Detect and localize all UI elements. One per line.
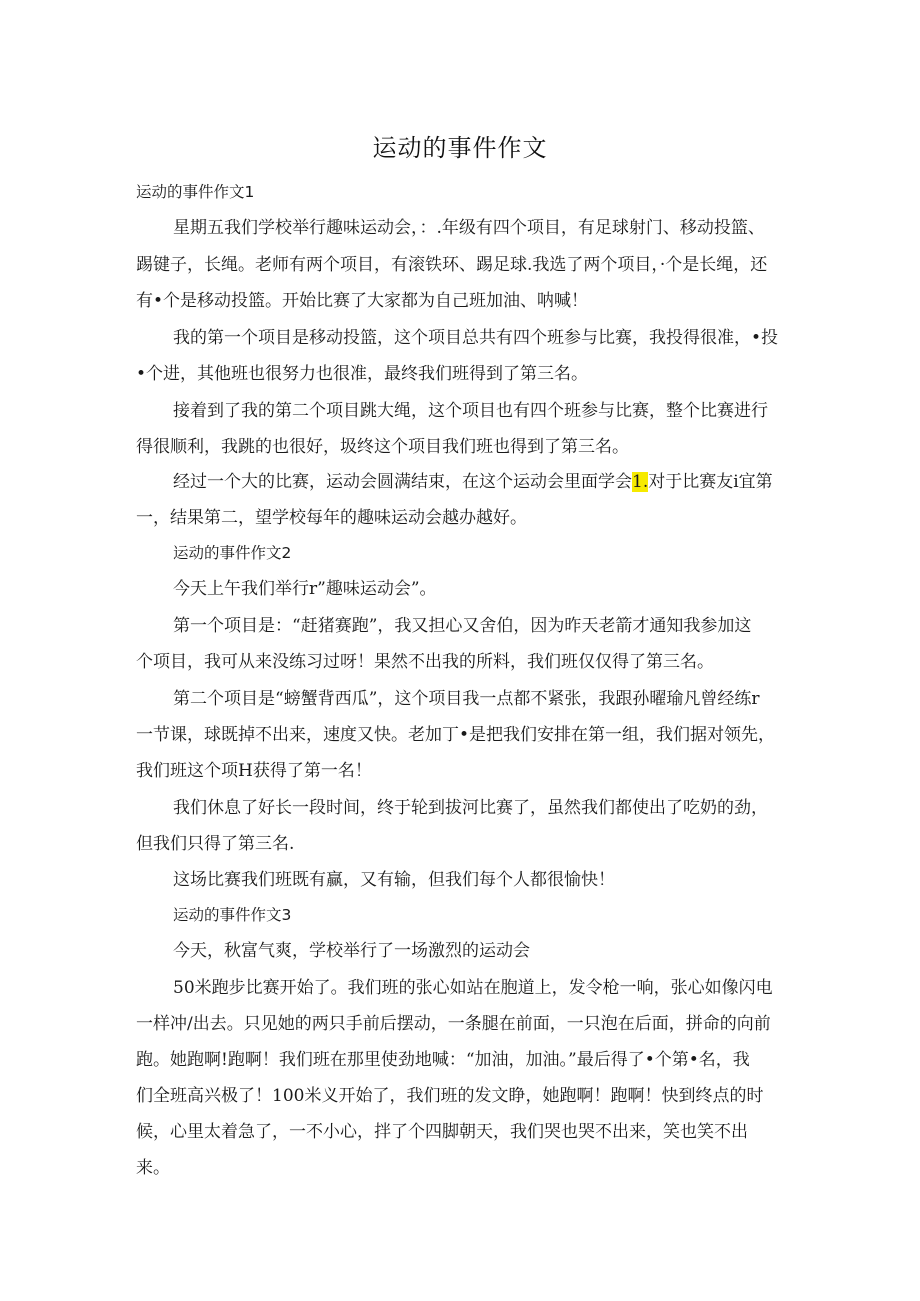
paragraph-line: 我的第一个项目是移动投篮，这个项目总共有四个班参与比赛，我投得很准，•投 [173,328,779,348]
paragraph-line: 个项目，我可从来没练习过呀！果然不出我的所料，我们班仅仅得了第三名。 [136,652,714,672]
paragraph-line: 一节课，球既掉不出来，速度又快。老加丁•是把我们安排在第一组，我们据对领先， [136,725,776,745]
paragraph-line [173,470,773,494]
document-title: 运动的事件作文 [372,134,548,162]
paragraph-line: 第一个项目是：“赶猪赛跑”，我又担心又舍伯，因为昨天老箭才通知我参加这 [173,616,752,636]
paragraph-line: 第二个项目是“螃蟹背西瓜”，这个项目我一点都不紧张，我跟孙曜瑜凡曾经练r [173,689,760,709]
paragraph-line: 踢键子，长绳。老师有两个项目，有滚铁环、踢足球.我选了两个项目，·个是长绳，还 [136,255,768,275]
paragraph-line: 候，心里太着急了，一不小心，拌了个四脚朝天，我们哭也哭不出来，笑也笑不出 [136,1122,748,1142]
paragraph-line: 50米跑步比赛开始了。我们班的张心如站在胞道上，发令枪一响，张心如像闪电 [173,978,773,998]
highlighted-mark: 1. [632,472,649,492]
paragraph-line: 我们班这个项H获得了第一名！ [136,761,372,781]
paragraph-line: 有•个是移动投篮。开始比赛了大家都为自己班加油、呐喊！ [136,291,589,311]
paragraph-line: 跑。她跑啊!跑啊！我们班在那里使劲地喊：“加油，加油。”最后得了•个第•名，我 [136,1050,750,1070]
paragraph-line: •个进，其他班也很努力也很准，最终我们班得到了第三名。 [136,364,589,384]
paragraph-line: 接着到了我的第二个项目跳大绳，这个项目也有四个班参与比赛，整个比赛进行 [173,401,768,421]
section-heading-1: 运动的事件作文1 [136,183,255,201]
paragraph-line: 今天，秋富气爽，学校举行了一场激烈的运动会 [173,941,530,961]
line-text: 对于比赛友i宜第 [648,472,773,492]
paragraph-line: 得很顺利，我跳的也很好，圾终这个项目我们班也得到了第三名。 [136,437,629,457]
paragraph-line: 今天上午我们举行r”趣味运动会”。 [173,579,437,599]
paragraph-line: 这场比赛我们班既有赢，又有输，但我们每个人都很愉快！ [173,870,615,890]
section-heading-2: 运动的事件作文2 [173,544,292,562]
paragraph-line: 我们休息了好长一段时间，终于轮到拔河比赛了，虽然我们都使出了吃奶的劲， [173,798,768,818]
paragraph-line: 一，结果第二，望学校每年的趣味运动会越办越好。 [136,508,527,528]
paragraph-line: 星期五我们学校举行趣味运动会，：.年级有四个项目，有足球射门、移动投篮、 [173,218,765,238]
paragraph-line: 但我们只得了第三名. [136,834,295,854]
paragraph-line: 一样冲/出去。只见她的两只手前后摆动，一条腿在前面，一只泡在后面，拼命的向前 [136,1014,771,1034]
line-text: 经过一个大的比赛，运动会圆满结束，在这个运动会里面学会 [173,472,632,492]
paragraph-line: 们全班高兴极了！100米义开始了，我们班的发文睁，她跑啊！跑啊！快到终点的时 [136,1086,764,1106]
section-heading-3: 运动的事件作文3 [173,906,292,924]
paragraph-line: 来。 [136,1158,170,1178]
